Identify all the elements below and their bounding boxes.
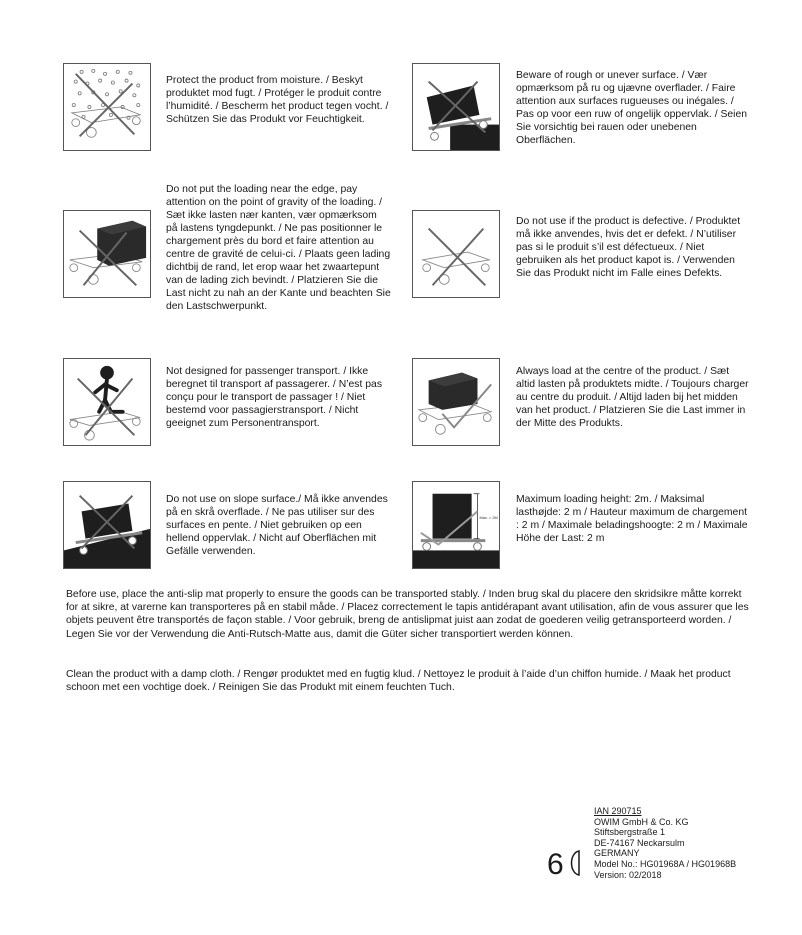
model-number: Model No.: HG01968A / HG01968B — [594, 858, 737, 869]
warning-text-moisture: Protect the product from moisture. / Beskyt produktet mod fugt. / Protéger le produit contre l’humidité. / Bescherm het product tegen vocht. / Schützen Sie das Produkt vor Feuchtigkeit. — [166, 75, 389, 125]
warning-text-defective: Do not use if the product is defective. / Produktet må ikke anvendes, hvis det er defekt. / N’utiliser pas si le produit s’il est défectueux. / Niet gebruiken als het product kapot is. / Verwenden Sie das Produkt nicht im Falle eines Defekts. — [516, 216, 741, 279]
warning-text-rough-surface: Beware of rough or unever surface. / Vær opmærksom på ru og ujævne overflader. / Faire attention aux surfaces rugueuses ou inégales. / Pas op voor een ruw of ongelijk oppervlak. / Seien Sie vorsichtig bei rauen oder unebenen Oberflächen. — [516, 70, 748, 146]
edge-load-prohibited-icon — [63, 210, 151, 298]
logo-digit: 6 — [547, 848, 564, 878]
warning-text-passenger: Not designed for passenger transport. / Ikke beregnet til transport af passagerer. / N’est pas conçu pour le transport de passager ! / Niet bestemd voor passagierstransport. / Nicht geeignet zum Personentransport. — [166, 366, 383, 429]
defective-prohibited-icon — [412, 210, 500, 298]
moisture-prohibited-icon — [63, 63, 151, 151]
manufacturer-info — [594, 806, 736, 880]
warning-text-slope: Do not use on slope surface./ Må ikke anvendes på en skrå overflade. / Ne pas utiliser sur des surfaces en pente. / Niet gebruiken op een hellend oppervlak. / Nicht auf Oberflächen mit Gefälle verwenden. — [166, 494, 388, 557]
cleaning-instructions: Clean the product with a damp cloth. / Rengør produktet med en fugtig klud. / Nettoyez le produit à l’aide d’un chiffon humide. / Maak het product schoon met een vochtige doek. / Reinigen Sie das Produkt mit einem feuchten Tuch. — [66, 669, 731, 694]
street-address: Stiftsbergstraße 1 — [594, 827, 666, 838]
company-name: OWIM GmbH & Co. KG — [594, 816, 689, 827]
rough-surface-prohibited-icon — [412, 63, 500, 151]
no-passenger-icon — [63, 358, 151, 446]
version: Version: 02/2018 — [594, 869, 662, 880]
max-height-check-icon — [412, 481, 500, 569]
country: GERMANY — [594, 848, 640, 859]
brand-logo-icon — [547, 848, 583, 878]
svg-text:Max. = 2M: Max. = 2M — [479, 515, 498, 521]
warning-text-edge-load: Do not put the loading near the edge, pay attention on the point of gravity of the loading. / Sæt ikke lasten nær kanten, vær opmærksom på lastens tyngdepunkt. / Ne pas positionner le chargement près du bord et faire attention au centre de gravité de celui-ci. / Plaats geen lading dichtbij de rand, let erop waar het zwaartepunt van de lading zich bevindt. / Platzieren Sie die Last nicht zu nah an der Kante und beachten Sie den Lastschwerpunkt. — [166, 184, 391, 312]
ian-number: IAN 290715 — [594, 806, 642, 816]
warning-text-centre-load: Always load at the centre of the product. / Sæt altid lasten på produktets midte. / Toujours charger au centre du produit. / Altijd laden bij het midden van het product. / Platzieren Sie die Last immer in der Mitte des Produkts. — [516, 366, 749, 429]
slope-prohibited-icon — [63, 481, 151, 569]
warning-text-max-height: Maximum loading height: 2m. / Maksimal lasthøjde: 2 m / Hauteur maximum de chargement : 2 m / Maximale beladingshoogte: 2 m / Maximale Höhe der Last: 2 m — [516, 494, 748, 544]
anti-slip-instructions: Before use, place the anti-slip mat properly to ensure the goods can be transported stably. / Inden brug skal du placere den skridsikre måtte korrekt for at sikre, at varerne kan transporteres på en stabil måde. / Placez correctement le tapis antidérapant avant utilisation, afin de vous assurer que les objets peuvent être transportés de façon stable. / Voor gebruik, breng de antislipmat juist aan zodat de goederen veilig getransporteerd worden. / Legen Sie vor der Verwendung die Anti-Rutsch-Matte aus, damit die Güter sicher transportiert werden können. — [66, 589, 749, 640]
centre-load-check-icon — [412, 358, 500, 446]
city-address: DE-74167 Neckarsulm — [594, 837, 685, 848]
